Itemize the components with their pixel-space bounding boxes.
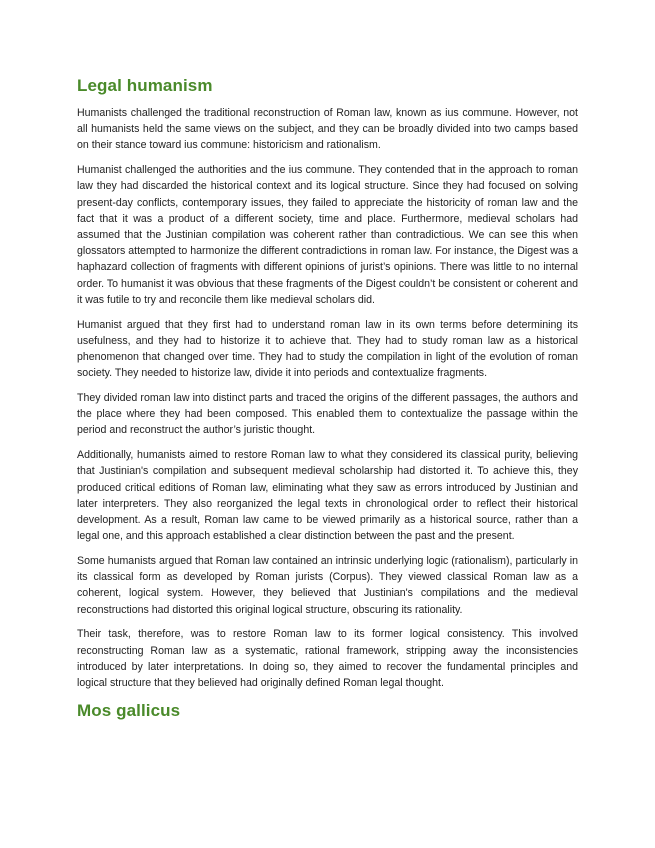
paragraph: Humanists challenged the traditional reconstruction of Roman law, known as ius commune. However, not all humanists held the same views on the subject, and they can be broadly divided into two camps based on their stance toward ius commune: historicism and rationalism. [77,107,578,152]
section-heading-legal-humanism: Legal humanism [77,76,213,95]
paragraph: Their task, therefore, was to restore Roman law to its former logical consistency. This involved reconstructing Roman law as a systematic, rational framework, stripping away the inconsistencies introduced by later interpretations. In doing so, they aimed to recover the fundamental principles and logical structure that they believed had originally defined Roman legal thought. [77,628,578,690]
paragraph: Some humanists argued that Roman law contained an intrinsic underlying logic (rationalism), particularly in its classical form as developed by Roman jurists (Corpus). They viewed classical Roman law as a coherent, logical system. However, they believed that Justinian's compilations and the medieval reconstructions had distorted this original logical structure, obscuring its rationality. [77,555,578,616]
document-body [77,75,578,730]
paragraph: They divided roman law into distinct parts and traced the origins of the different passages, the authors and the place where they had been composed. This enabled them to contextualize the passage within the period and reconstruct the author’s juristic thought. [77,392,578,437]
paragraph: Humanist argued that they first had to understand roman law in its own terms before determining its usefulness, and they had to historize it to achieve that. They had to study roman law as a historical phenomenon that changed over time. They had to study the compilation in light of the evolution of roman society. They needed to historize law, divide it into periods and contextualize fragments. [77,318,578,380]
paragraph: Additionally, humanists aimed to restore Roman law to what they considered its classical purity, believing that Justinian's compilation and subsequent medieval scholarship had distorted it. To achieve this, they produced critical editions of Roman law, eliminating what they saw as errors introduced by Justinian and later interpreters. They also reorganized the legal texts in chronological order to reflect their historical development. As a result, Roman law came to be viewed primarily as a historical source, rather than a legal one, and this approach established a clear distinction between the past and the present. [77,449,578,543]
paragraph: Humanist challenged the authorities and the ius commune. They contended that in the approach to roman law they had discarded the historical context and its logical structure. Since they had focused on solving present-day conflicts, contemporary issues, they failed to appreciate the historicity of roman law and the fact that it was a product of a different society, time and place. Furthermore, medieval scholars had assumed that the Justinian compilation was coherent rather than contradictious. We can see this when glossators attempted to harmonize the different contradictions in roman law. For instance, the Digest was a haphazard collection of fragments with different opinions of jurist’s opinions. There was little to no internal order. To humanist it was obvious that these fragments of the Digest couldn’t be consistent or coherent and it was futile to try and reconcile them like medieval scholars did. [77,164,578,306]
section-heading-mos-gallicus: Mos gallicus [77,700,181,720]
